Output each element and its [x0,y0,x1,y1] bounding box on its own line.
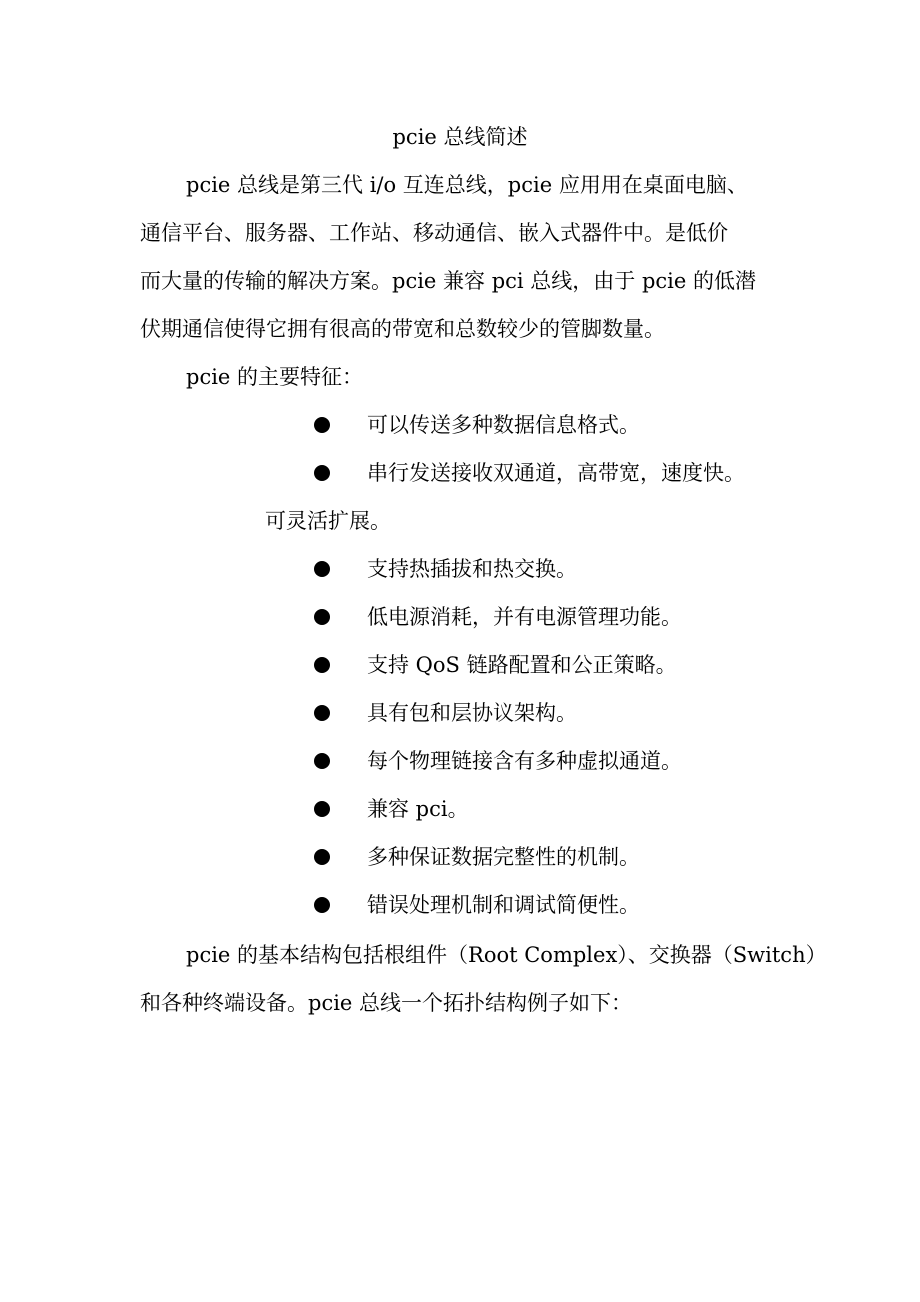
feature-text: 低电源消耗，并有电源管理功能。 [367,605,682,629]
feature-item [0,650,920,680]
feature-item [0,890,920,920]
feature-item [0,842,920,872]
feature-text: 每个物理链接含有多种虚拟通道。 [367,749,682,773]
intro-line-4: 伏期通信使得它拥有很高的带宽和总数较少的管脚数量。 [140,317,665,341]
bullet-dot-icon [314,801,330,817]
feature-text: 错误处理机制和调试简便性。 [367,893,640,917]
feature-item [0,794,920,824]
feature-text: 可以传送多种数据信息格式。 [367,413,640,437]
feature-text: 串行发送接收双通道，高带宽，速度快。 [367,461,745,485]
bullet-dot-icon [314,753,330,769]
bullet-dot-icon [314,705,330,721]
feature-text: 兼容 pci。 [367,797,469,821]
bullet-dot-icon [314,609,330,625]
document-title: pcie 总线简述 [392,125,528,149]
feature-text: 多种保证数据完整性的机制。 [367,845,640,869]
bullet-dot-icon [314,657,330,673]
feature-item [0,698,920,728]
intro-line-2: 通信平台、服务器、工作站、移动通信、嵌入式器件中。是低价 [140,221,728,245]
bullet-dot-icon [314,417,330,433]
feature-item [0,554,920,584]
feature-continuation: 可灵活扩展。 [265,509,391,533]
bullet-dot-icon [314,465,330,481]
structure-line-2: 和各种终端设备。pcie 总线一个拓扑结构例子如下： [140,991,633,1015]
bullet-dot-icon [314,849,330,865]
feature-item [0,410,920,440]
feature-item [0,602,920,632]
feature-text: 支持 QoS 链路配置和公正策略。 [367,653,677,677]
feature-text: 具有包和层协议架构。 [367,701,577,725]
bullet-dot-icon [314,897,330,913]
structure-line-1: pcie 的基本结构包括根组件（Root Complex）、交换器（Switch） [186,943,827,967]
features-heading: pcie 的主要特征： [186,365,364,389]
intro-line-3: 而大量的传输的解决方案。pcie 兼容 pci 总线，由于 pcie 的低潜 [140,269,756,293]
feature-item [0,458,920,488]
feature-text: 支持热插拔和热交换。 [367,557,577,581]
intro-line-1: pcie 总线是第三代 i/o 互连总线，pcie 应用用在桌面电脑、 [186,173,748,197]
bullet-dot-icon [314,561,330,577]
feature-item [0,746,920,776]
